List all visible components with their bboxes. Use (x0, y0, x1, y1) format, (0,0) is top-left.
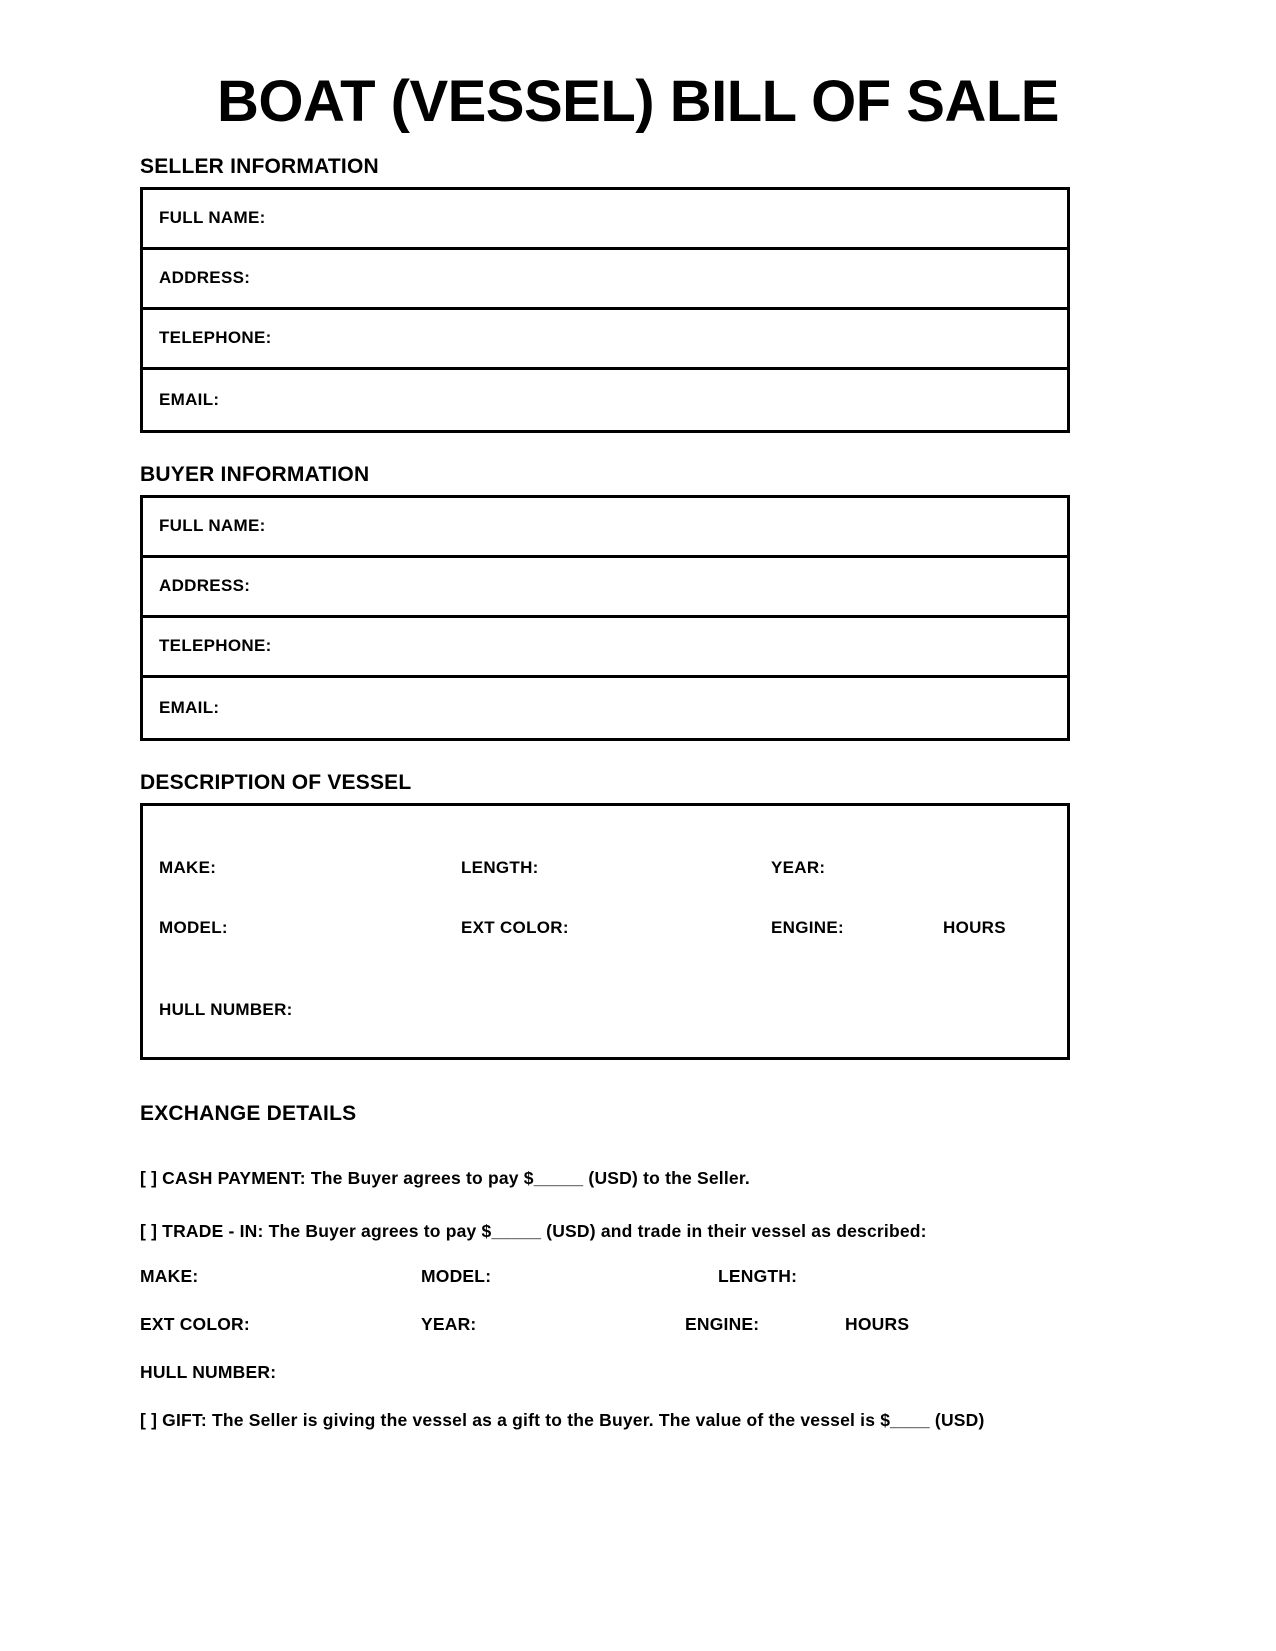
trade-make-label[interactable]: MAKE: (140, 1265, 199, 1286)
trade-hours-label[interactable]: HOURS (845, 1313, 910, 1334)
trade-engine-label[interactable]: ENGINE: (685, 1313, 760, 1334)
trade-year-label[interactable]: YEAR: (421, 1313, 477, 1334)
trade-hull-number-label[interactable]: HULL NUMBER: (140, 1361, 277, 1382)
seller-full-name-row[interactable] (143, 190, 1067, 250)
gift-option[interactable]: [ ] GIFT: The Seller is giving the vessel as a gift to the Buyer. The value of the vessel is $____ (USD) (140, 1409, 985, 1430)
cash-payment-option[interactable]: [ ] CASH PAYMENT: The Buyer agrees to pay $_____ (USD) to the Seller. (140, 1167, 750, 1188)
trade-ext-color-label[interactable]: EXT COLOR: (140, 1313, 250, 1334)
description-of-vessel-heading: DESCRIPTION OF VESSEL (140, 770, 412, 794)
vessel-hull-number-label[interactable]: HULL NUMBER: (159, 999, 293, 1019)
trade-in-row-1 (140, 1266, 1136, 1292)
seller-telephone-label: TELEPHONE: (159, 328, 272, 348)
seller-information-heading: SELLER INFORMATION (140, 154, 379, 178)
vessel-length-label[interactable]: LENGTH: (461, 857, 539, 877)
buyer-email-label: EMAIL: (159, 697, 220, 717)
page-title: BOAT (VESSEL) BILL OF SALE (217, 69, 1059, 134)
trade-length-label[interactable]: LENGTH: (718, 1265, 798, 1286)
buyer-full-name-label: FULL NAME: (159, 516, 266, 536)
buyer-full-name-row[interactable] (143, 498, 1067, 558)
vessel-hours-label[interactable]: HOURS (943, 917, 1006, 937)
vessel-description-box (140, 803, 1070, 1060)
exchange-details-heading: EXCHANGE DETAILS (140, 1101, 357, 1125)
buyer-telephone-row[interactable] (143, 618, 1067, 678)
trade-in-row-2 (140, 1314, 1136, 1340)
trade-model-label[interactable]: MODEL: (421, 1265, 492, 1286)
seller-information-table (140, 187, 1070, 433)
buyer-information-heading: BUYER INFORMATION (140, 462, 370, 486)
buyer-telephone-label: TELEPHONE: (159, 636, 272, 656)
seller-address-label: ADDRESS: (159, 268, 251, 288)
buyer-address-label: ADDRESS: (159, 576, 251, 596)
seller-email-label: EMAIL: (159, 389, 220, 409)
seller-telephone-row[interactable] (143, 310, 1067, 370)
buyer-email-row[interactable] (143, 678, 1067, 738)
document-body (0, 133, 1276, 1431)
buyer-address-row[interactable] (143, 558, 1067, 618)
buyer-information-table (140, 495, 1070, 741)
seller-full-name-label: FULL NAME: (159, 208, 266, 228)
seller-email-row[interactable] (143, 370, 1067, 430)
vessel-ext-color-label[interactable]: EXT COLOR: (461, 917, 569, 937)
vessel-model-label[interactable]: MODEL: (159, 917, 228, 937)
seller-address-row[interactable] (143, 250, 1067, 310)
vessel-engine-label[interactable]: ENGINE: (771, 917, 844, 937)
trade-in-row-3 (140, 1362, 1136, 1388)
trade-in-option[interactable]: [ ] TRADE - IN: The Buyer agrees to pay $_____ (USD) and trade in their vessel as described: (140, 1220, 927, 1241)
vessel-year-label[interactable]: YEAR: (771, 857, 826, 877)
vessel-make-label[interactable]: MAKE: (159, 857, 217, 877)
